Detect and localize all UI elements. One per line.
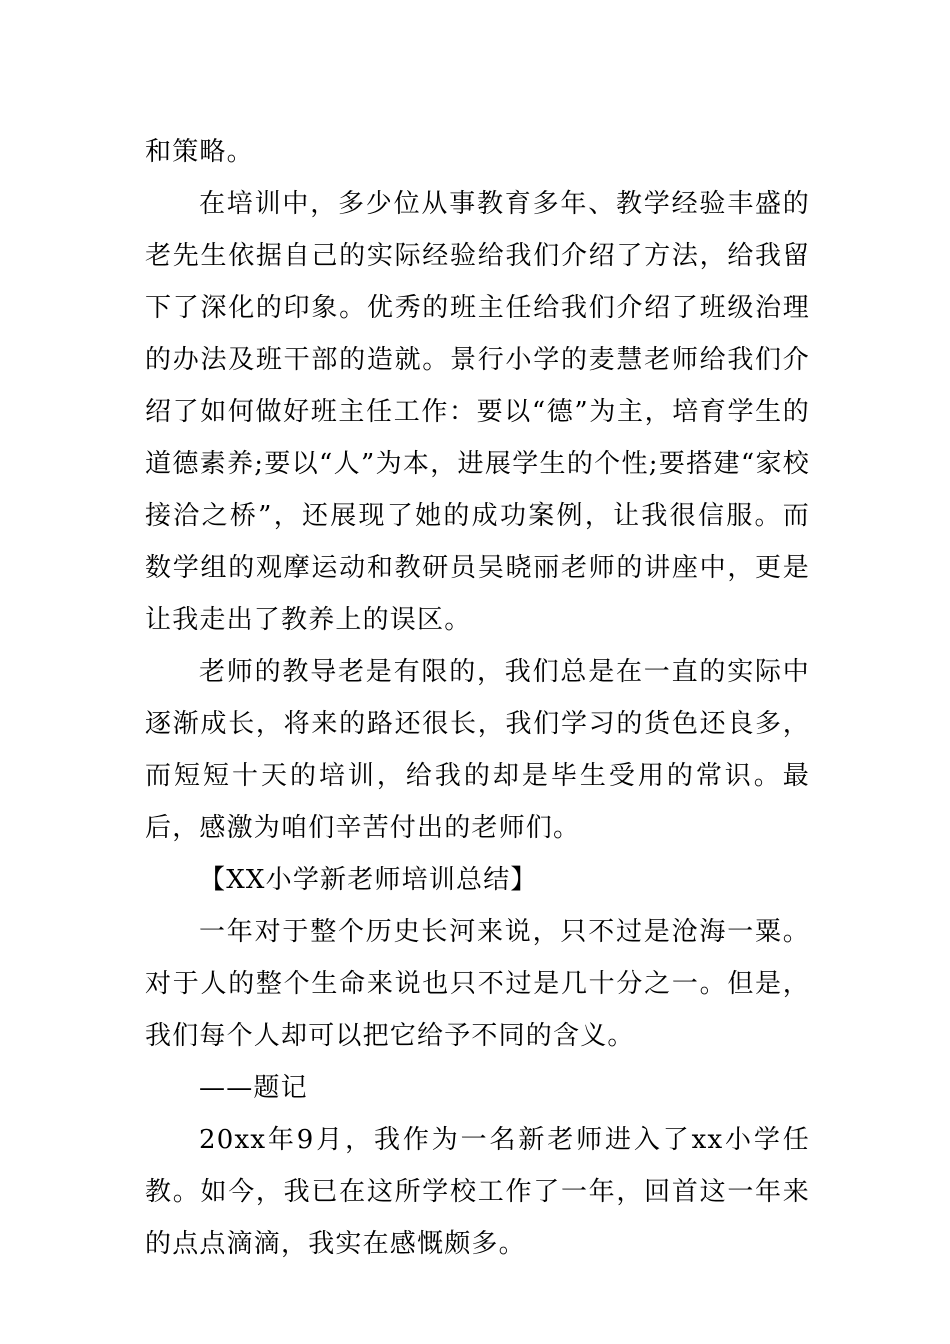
paragraph-training: 在培训中，多少位从事教育多年、教学经验丰盛的老先生依据自己的实际经验给我们介绍了方法，给我留下了深化的印象。优秀的班主任给我们介绍了班级治理的办法及班干部的造就。景行小学的麦慧老师给我们介绍了如何做好班主任工作：要以“德”为主，培育学生的道德素养;要以“人”为本，进展学生的个性;要搭建“家校接洽之桥”，还展现了她的成功案例，让我很信服。而数学组的观摩运动和教研员吴晓丽老师的讲座中，更是让我走出了教养上的误区。 — [145, 189, 810, 635]
paragraph-continuation: 和策略。 — [145, 137, 254, 167]
section-heading: 【XX小学新老师培训总结】 — [199, 865, 538, 895]
document-body — [145, 126, 810, 1270]
epigraph-attribution: ——题记 — [199, 1073, 308, 1103]
paragraph-teachers: 老师的教导老是有限的，我们总是在一直的实际中逐渐成长，将来的路还很长，我们学习的货色还良多，而短短十天的培训，给我的却是毕生受用的常识。最后，感激为咱们辛苦付出的老师们。 — [145, 657, 810, 843]
paragraph-new-teacher: 20xx年9月，我作为一名新老师进入了xx小学任教。如今，我已在这所学校工作了一年，回首这一年来的点点滴滴，我实在感慨颇多。 — [145, 1125, 810, 1259]
paragraph-epigraph-text: 一年对于整个历史长河来说，只不过是沧海一粟。对于人的整个生命来说也只不过是几十分之一。但是，我们每个人却可以把它给予不同的含义。 — [145, 917, 810, 1051]
